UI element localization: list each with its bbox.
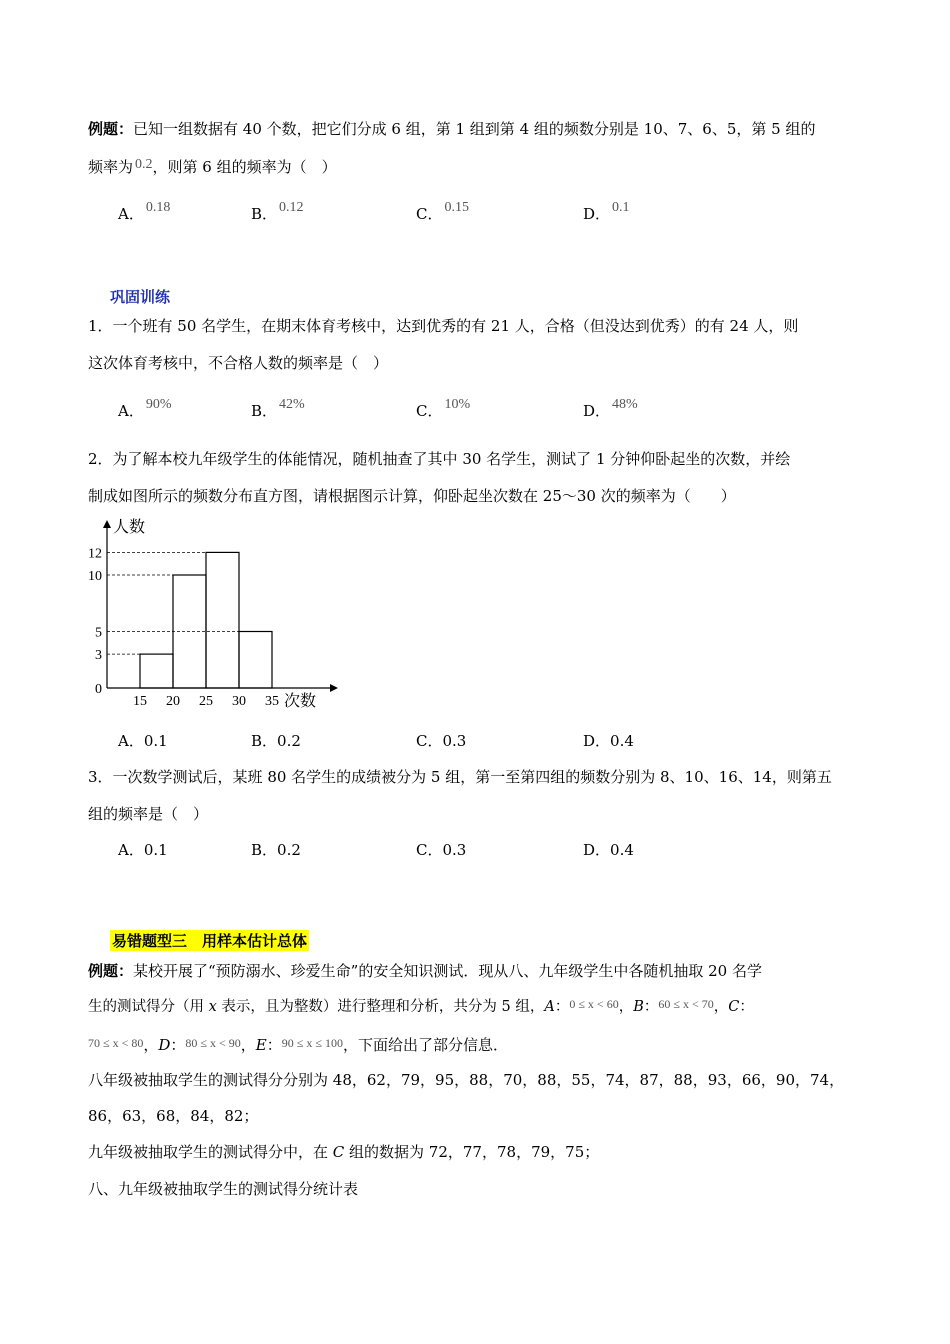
example2-line6: 九年级被抽取学生的测试得分中，在 C 组的数据为 72，77，78，79，75；	[88, 1143, 600, 1161]
x-tick-label: 30	[232, 694, 246, 709]
choice-c[interactable]: C．0.3	[416, 732, 467, 750]
example2-line7: 八、九年级被抽取学生的测试得分统计表	[88, 1180, 359, 1198]
choice-a[interactable]: A． 90%	[118, 397, 172, 420]
y-axis-label: 人数	[113, 518, 146, 536]
example2-line1: 例题：某校开展了“预防溺水、珍爱生命”的安全知识测试．现从八、九年级学生中各随机抽取 20 名学	[88, 962, 762, 980]
q3-line1: 3．一次数学测试后，某班 80 名学生的成绩被分为 5 组，第一至第四组的频数分别为 8、10、16、14，则第五	[88, 768, 832, 786]
choice-b[interactable]: B． 0.12	[251, 200, 304, 223]
example-label: 例题：	[88, 120, 134, 138]
choice-b[interactable]: B．0.2	[251, 732, 301, 750]
choice-b[interactable]: B． 42%	[251, 397, 305, 420]
q2-line1: 2．为了解本校九年级学生的体能情况，随机抽查了其中 30 名学生，测试了 1 分钟仰卧起坐的次数，并绘	[88, 450, 791, 468]
choice-a[interactable]: A．0.1	[118, 841, 168, 859]
x-tick-label: 35	[265, 694, 279, 709]
histogram-bar	[206, 552, 239, 688]
x-tick-label: 15	[133, 694, 147, 709]
histogram-bar	[239, 632, 272, 689]
example2-line5: 86，63，68，84，82；	[88, 1107, 259, 1125]
choice-d[interactable]: D． 0.1	[583, 200, 630, 223]
y-axis-arrow	[103, 520, 111, 528]
y-tick-label: 3	[95, 648, 102, 664]
choice-d[interactable]: D． 48%	[583, 397, 638, 420]
example-label: 例题：	[88, 962, 134, 980]
choice-a[interactable]: A．0.1	[118, 732, 168, 750]
y-tick-label: 12	[88, 546, 102, 562]
choice-d[interactable]: D．0.4	[583, 732, 634, 750]
q2-line2: 制成如图所示的频数分布直方图，请根据图示计算，仰卧起坐次数在 25～30 次的频率为（ ）	[88, 487, 736, 505]
y-tick-label: 10	[88, 569, 102, 584]
example2-line4: 八年级被抽取学生的测试得分分别为 48，62，79，95，88，70，88，55，74，87，88，93，66，90，74，	[88, 1071, 845, 1089]
x-axis-arrow	[330, 684, 338, 692]
example1-line1: 例题：已知一组数据有 40 个数，把它们分成 6 组，第 1 组到第 4 组的频数分别是 10、7、6、5，第 5 组的	[88, 120, 816, 138]
y-tick-label: 0	[95, 682, 102, 697]
example1-line2: 频率为 0.2，则第 6 组的频率为（ ）	[88, 157, 337, 176]
choice-b[interactable]: B．0.2	[251, 841, 301, 859]
x-axis-label: 次数	[284, 691, 317, 710]
choice-c[interactable]: C．0.3	[416, 841, 467, 859]
choice-a[interactable]: A． 0.18	[118, 200, 171, 223]
example2-line2: 生的测试得分（用 x 表示，且为整数）进行整理和分析，共分为 5 组，A：$^{0 \le x < 60}$，B：$^{60 \le x < 70}$，C：	[88, 997, 754, 1015]
q1-line1: 1．一个班有 50 名学生，在期末体育考核中，达到优秀的有 21 人，合格（但没达到优秀）的有 24 人，则	[88, 317, 799, 335]
choice-c[interactable]: C． 0.15	[416, 200, 469, 223]
q3-line2: 组的频率是（ ）	[88, 805, 209, 823]
x-tick-label: 20	[166, 694, 180, 709]
histogram-bar	[140, 654, 173, 688]
y-tick-label: 5	[95, 625, 102, 641]
practice-title: 巩固训练	[110, 288, 171, 306]
choice-d[interactable]: D．0.4	[583, 841, 634, 859]
q1-line2: 这次体育考核中，不合格人数的频率是（ ）	[88, 354, 389, 372]
choice-c[interactable]: C． 10%	[416, 397, 471, 420]
example2-line3: $^{70 \le x < 80}$，D：$^{80 \le x < 90}$，E：$^{90 \le x \le 100}$，下面给出了部分信息．	[88, 1036, 508, 1054]
frequency-histogram	[82, 518, 342, 718]
section3-title: 易错题型三 用样本估计总体	[112, 932, 308, 950]
x-tick-label: 25	[199, 694, 213, 709]
